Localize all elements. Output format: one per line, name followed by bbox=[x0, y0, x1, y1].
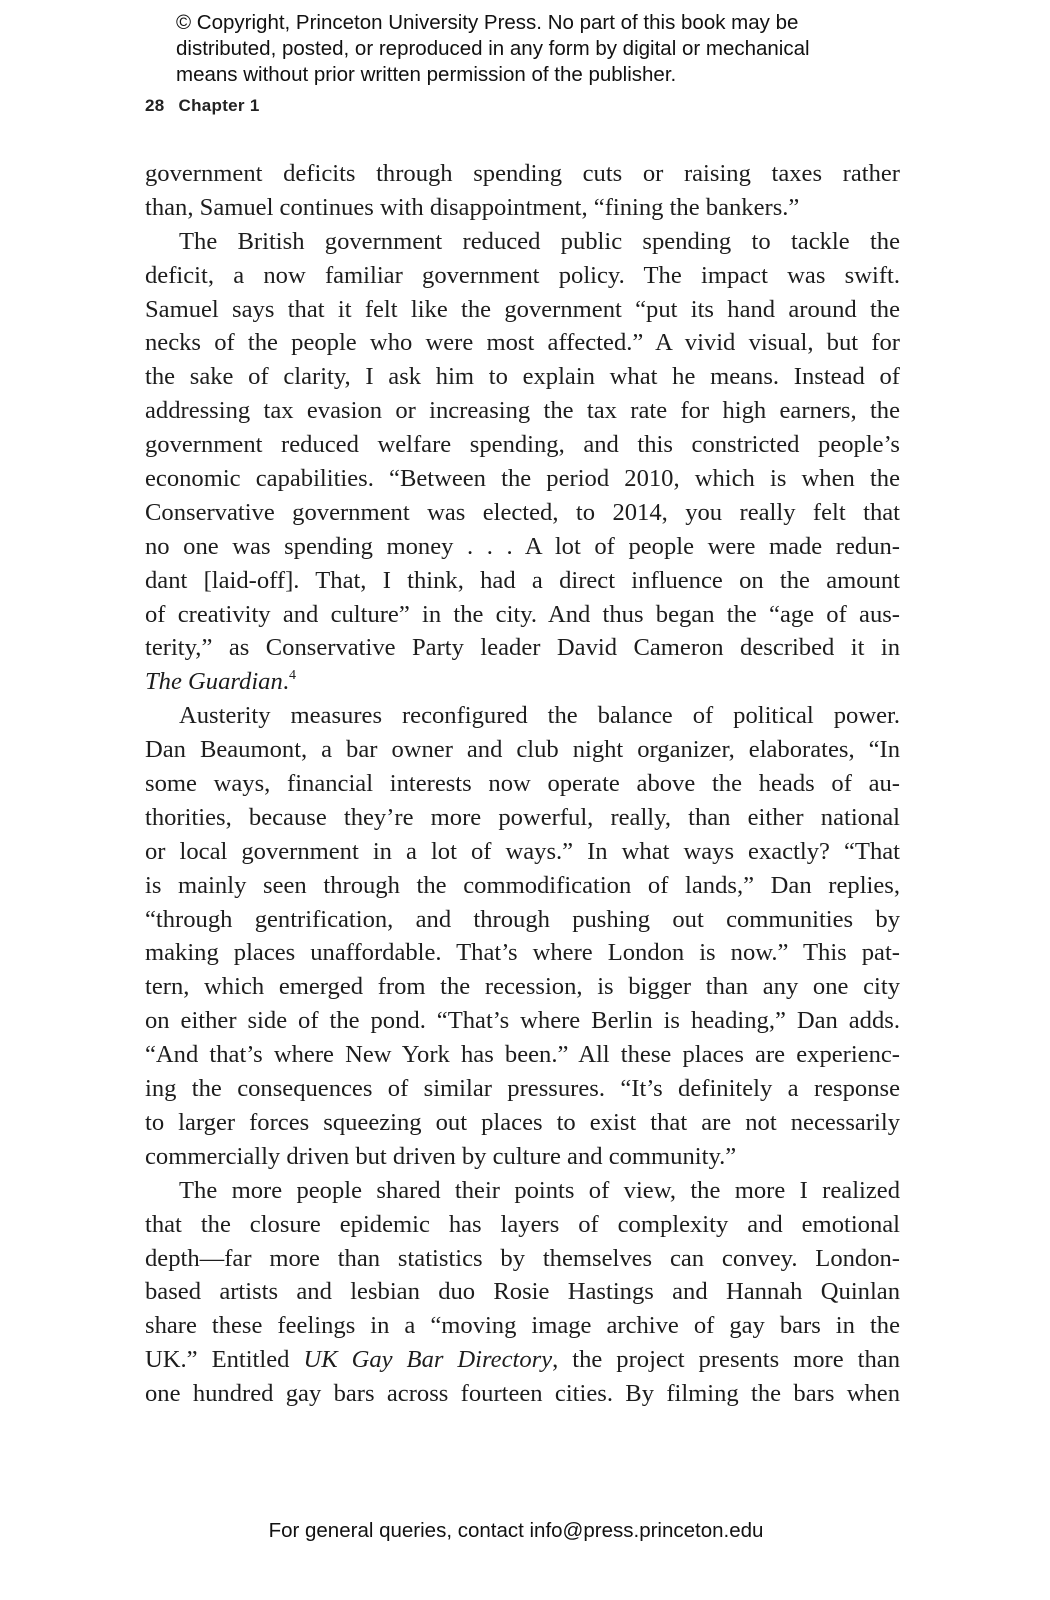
text-line: is mainly seen through the commodification of lands,” Dan replies, bbox=[145, 871, 900, 899]
text-line: economic capabilities. “Between the period 2010, which is when the bbox=[145, 465, 900, 493]
text-line: Samuel says that it felt like the government “put its hand around the bbox=[145, 295, 900, 323]
text-line: Dan Beaumont, a bar owner and club night organizer, elaborates, “In bbox=[145, 736, 900, 764]
text-line: necks of the people who were most affected.” A vivid visual, but for bbox=[145, 329, 900, 357]
text-line: addressing tax evasion or increasing the tax rate for high earners, the bbox=[145, 397, 900, 425]
text-line: thorities, because they’re more powerful, really, than either national bbox=[145, 803, 900, 831]
text-segment: . bbox=[282, 668, 289, 696]
text-line: deficit, a now familiar government policy. The impact was swift. bbox=[145, 261, 900, 289]
text-line: dant [laid-off]. That, I think, had a direct influence on the amount bbox=[145, 566, 900, 594]
text-line: making places unaffordable. That’s where London is now.” This pat- bbox=[145, 939, 900, 967]
running-head bbox=[145, 96, 260, 116]
footnote-marker[interactable]: 4 bbox=[288, 668, 296, 684]
italic-title: UK Gay Bar Directory bbox=[303, 1346, 553, 1374]
text-line: some ways, financial interests now operate above the heads of au- bbox=[145, 770, 900, 798]
text-line: Conservative government was elected, to 2014, you really felt that bbox=[145, 498, 900, 526]
text-line: of creativity and culture” in the city. And thus began the “age of aus- bbox=[145, 600, 900, 628]
text-line: that the closure epidemic has layers of complexity and emotional bbox=[145, 1210, 900, 1238]
text-line: government deficits through spending cuts or raising taxes rather bbox=[145, 160, 900, 187]
text-line: share these feelings in a “moving image archive of gay bars in the bbox=[145, 1312, 900, 1340]
text-line: on either side of the pond. “That’s where Berlin is heading,” Dan adds. bbox=[145, 1007, 900, 1035]
text-line bbox=[145, 1343, 900, 1377]
copyright-line: distributed, posted, or reproduced in any form by digital or mechanical bbox=[176, 37, 810, 60]
text-line: depth—far more than statistics by themselves can convey. London- bbox=[145, 1244, 900, 1272]
text-line bbox=[145, 665, 900, 699]
copyright-line: © Copyright, Princeton University Press. No part of this book may be bbox=[176, 11, 799, 34]
text-line: “through gentrification, and through pushing out communities by bbox=[145, 905, 900, 933]
text-line: “And that’s where New York has been.” All these places are experienc- bbox=[145, 1041, 900, 1069]
copyright-notice bbox=[176, 10, 810, 88]
text-line: The British government reduced public spending to tackle the bbox=[179, 227, 900, 255]
chapter-title: Chapter 1 bbox=[178, 96, 260, 115]
text-line: no one was spending money . . . A lot of people were made redun- bbox=[145, 532, 900, 560]
text-line: based artists and lesbian duo Rosie Hastings and Hannah Quinlan bbox=[145, 1278, 900, 1306]
text-line: commercially driven but driven by culture and community.” bbox=[145, 1142, 737, 1170]
text-line: ing the consequences of similar pressures. “It’s definitely a response bbox=[145, 1075, 900, 1103]
text-segment: , the project presents more than bbox=[552, 1346, 900, 1374]
body-text bbox=[145, 157, 900, 1411]
copyright-line: means without prior written permission of the publisher. bbox=[176, 63, 677, 86]
text-segment: UK.” Entitled bbox=[145, 1346, 304, 1374]
text-line: government reduced welfare spending, and this constricted people’s bbox=[145, 431, 900, 459]
footer-contact: For general queries, contact info@press.princeton.edu bbox=[268, 1519, 764, 1542]
text-line: terity,” as Conservative Party leader David Cameron described it in bbox=[145, 634, 900, 662]
text-line: one hundred gay bars across fourteen cities. By filming the bars when bbox=[145, 1380, 900, 1408]
text-line: tern, which emerged from the recession, is bigger than any one city bbox=[145, 973, 900, 1001]
text-line: the sake of clarity, I ask him to explain what he means. Instead of bbox=[145, 363, 900, 391]
page-number: 28 bbox=[145, 96, 165, 115]
text-line: The more people shared their points of view, the more I realized bbox=[179, 1176, 900, 1204]
text-line: or local government in a lot of ways.” In what ways exactly? “That bbox=[145, 837, 900, 865]
text-line: than, Samuel continues with disappointment, “fining the bankers.” bbox=[145, 193, 800, 221]
text-line: Austerity measures reconfigured the balance of political power. bbox=[179, 702, 900, 730]
text-line: to larger forces squeezing out places to exist that are not necessarily bbox=[145, 1108, 900, 1136]
italic-title: The Guardian bbox=[145, 668, 283, 696]
